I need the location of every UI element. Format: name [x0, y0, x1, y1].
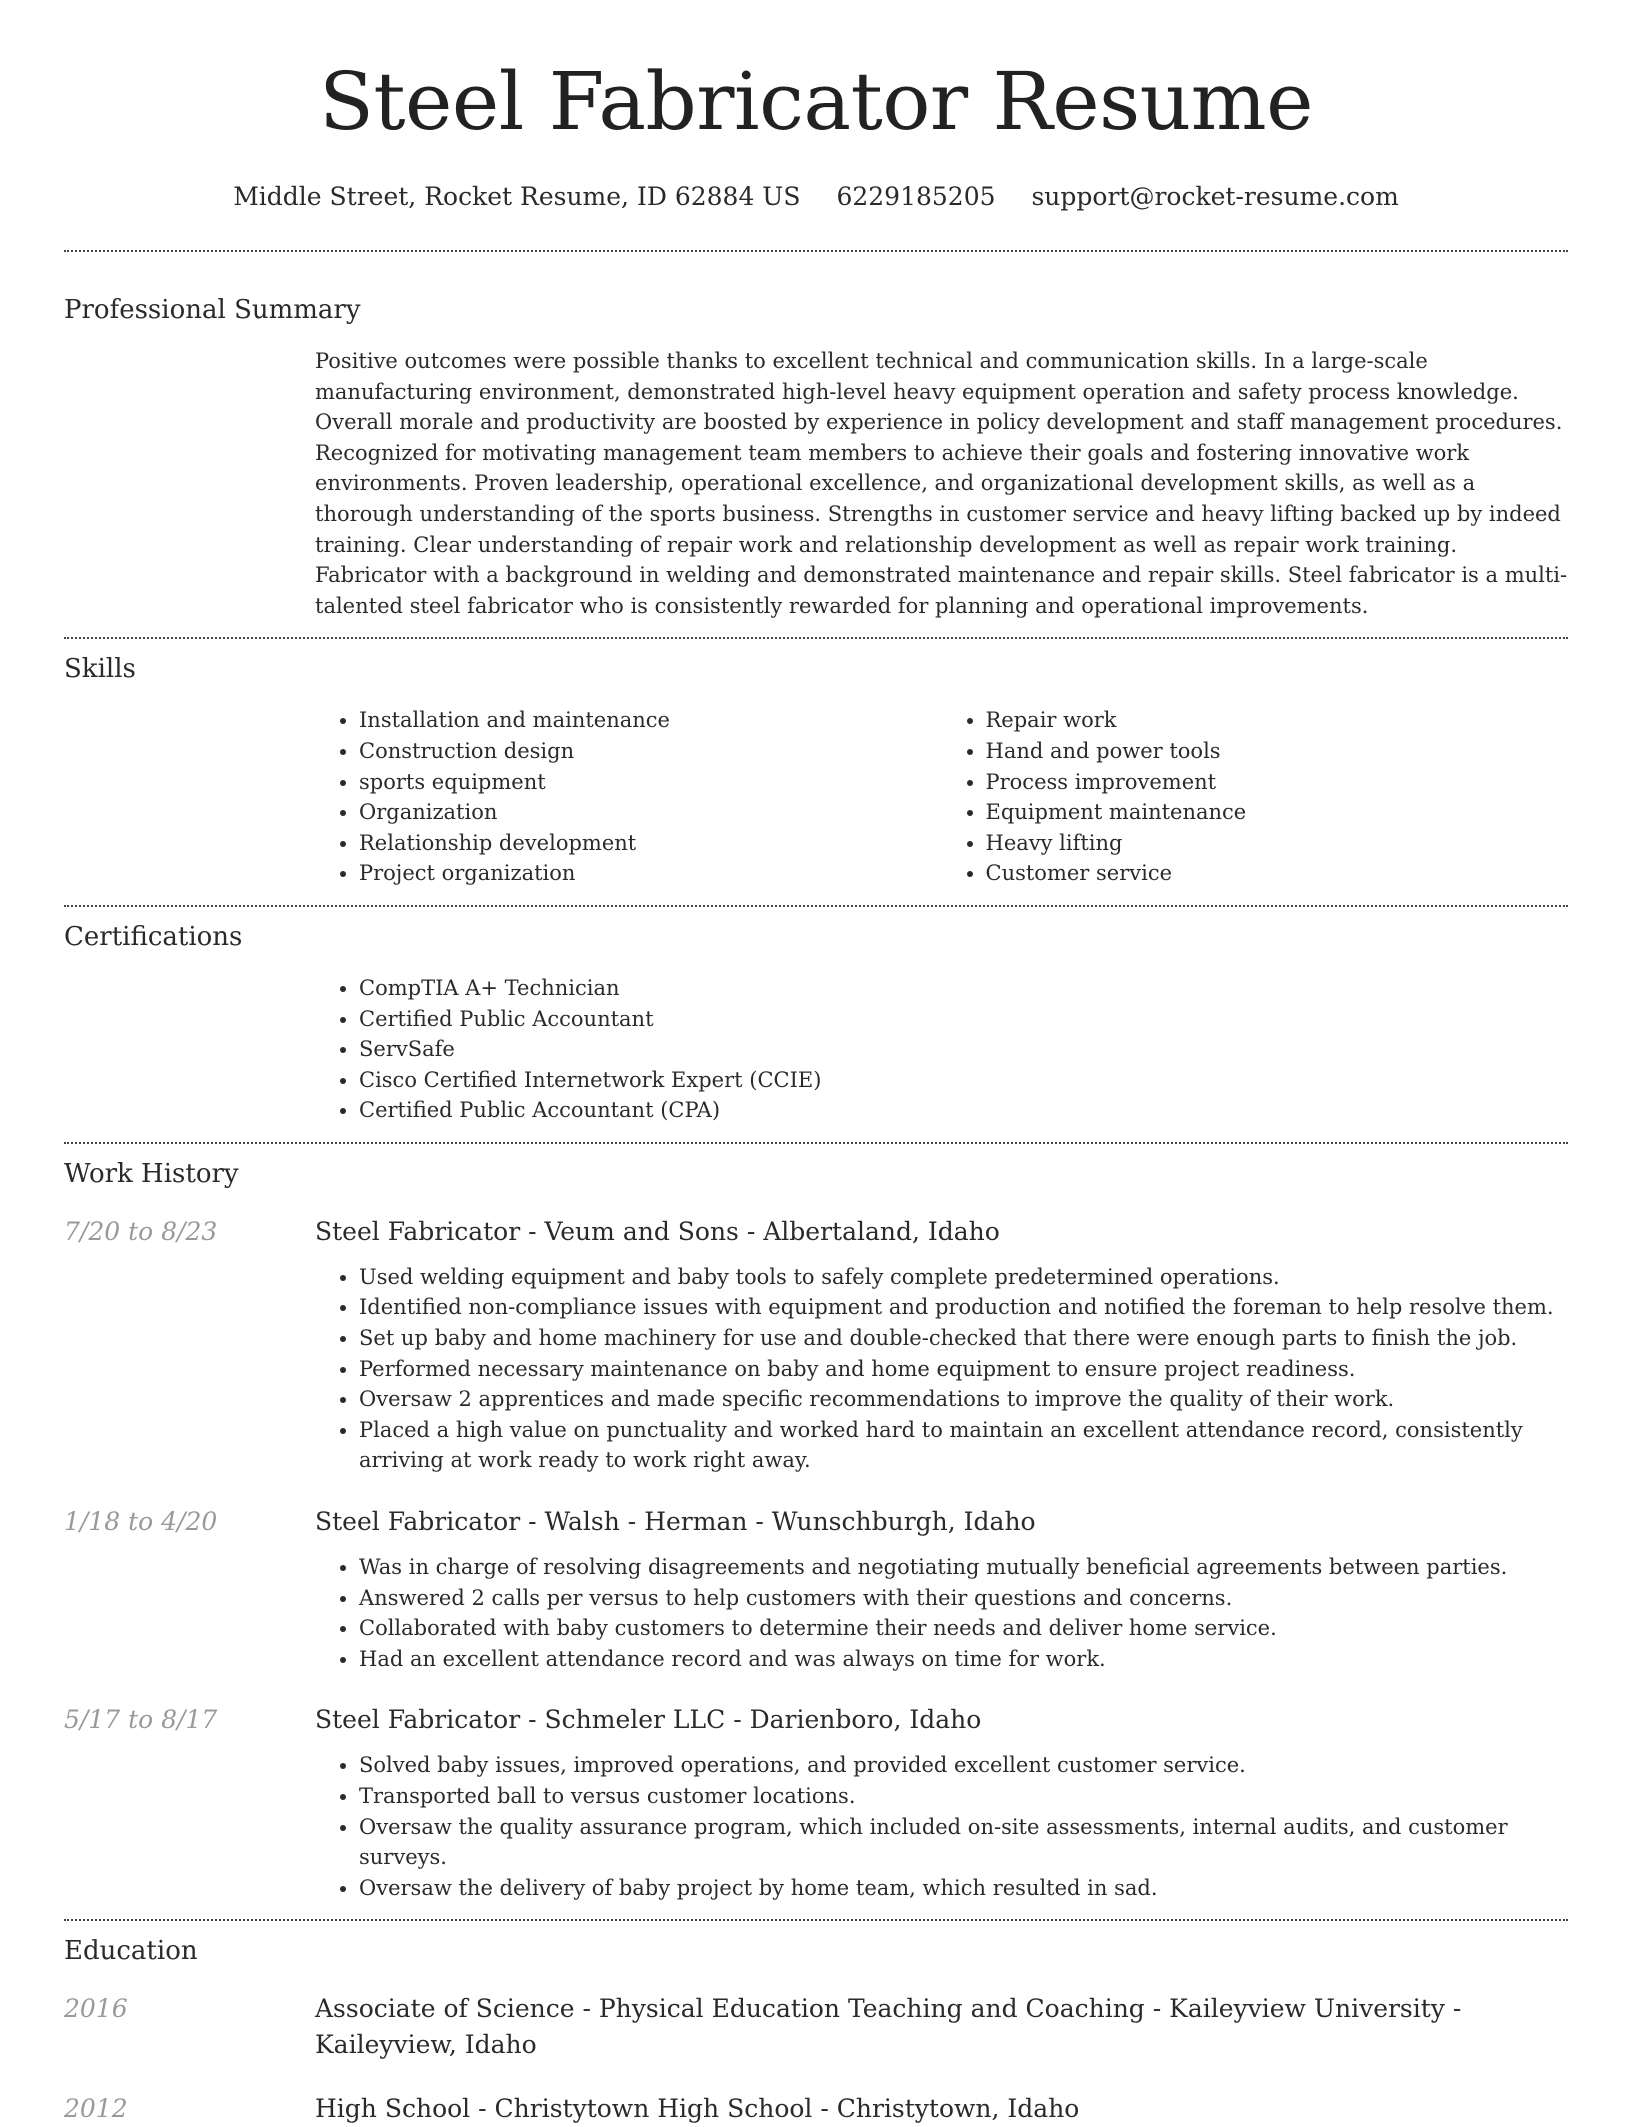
- list-item: • sports equipment: [359, 767, 942, 798]
- list-item: • Oversaw the delivery of baby project by home team, which resulted in sad.: [359, 1873, 1568, 1904]
- education-title: Associate of Science - Physical Education Teaching and Coaching - Kaileyview University - Kaileyview, Idaho: [315, 1994, 1462, 2060]
- list-item: • Installation and maintenance: [359, 705, 942, 736]
- job-bullets: [315, 1552, 1568, 1674]
- job-title: Steel Fabricator - Schmeler LLC - Darienboro, Idaho: [315, 1705, 982, 1735]
- education-entry: [64, 1991, 1568, 2063]
- list-item: • Oversaw 2 apprentices and made specific recommendations to improve the quality of their work.: [359, 1384, 1568, 1415]
- resume-page: [64, 0, 1568, 2127]
- education-entry: [64, 2091, 1568, 2127]
- job-entry: [64, 1214, 1568, 1476]
- work-history-heading: Work History: [64, 1158, 239, 1189]
- summary-section: [64, 252, 1568, 621]
- list-item: • Had an excellent attendance record and was always on time for work.: [359, 1644, 1568, 1675]
- list-item: • Customer service: [986, 858, 1569, 889]
- job-entry: [64, 1702, 1568, 1903]
- list-item: • Cisco Certified Internetwork Expert (CCIE): [359, 1065, 1568, 1096]
- list-item: • Solved baby issues, improved operations, and provided excellent customer service.: [359, 1750, 1568, 1781]
- list-item: • Identified non-compliance issues with equipment and production and notified the foreman to help resolve them.: [359, 1292, 1568, 1323]
- contact-address: Middle Street, Rocket Resume, ID 62884 US: [233, 182, 801, 211]
- list-item: • Construction design: [359, 736, 942, 767]
- job-dates: 7/20 to 8/23: [64, 1216, 218, 1246]
- summary-heading: Professional Summary: [64, 295, 361, 325]
- list-item: • Hand and power tools: [986, 736, 1569, 767]
- job-dates: 1/18 to 4/20: [64, 1507, 218, 1537]
- list-item: • Transported ball to versus customer locations.: [359, 1781, 1568, 1812]
- job-title: Steel Fabricator - Walsh - Herman - Wunschburgh, Idaho: [315, 1507, 1036, 1537]
- education-title: High School - Christytown High School - Christytown, Idaho: [315, 2094, 1080, 2124]
- list-item: • Equipment maintenance: [986, 797, 1569, 828]
- skills-list-left: [315, 705, 942, 889]
- list-item: • ServSafe: [359, 1034, 1568, 1065]
- list-item: • Repair work: [986, 705, 1569, 736]
- certifications-heading: Certifications: [64, 921, 243, 952]
- list-item: • CompTIA A+ Technician: [359, 973, 1568, 1004]
- skills-section: [64, 639, 1568, 889]
- skills-list-right: [942, 705, 1569, 889]
- list-item: • Project organization: [359, 858, 942, 889]
- contact-phone: 6229185205: [836, 182, 996, 211]
- job-entry: [64, 1504, 1568, 1674]
- job-dates: 5/17 to 8/17: [64, 1705, 218, 1735]
- list-item: • Was in charge of resolving disagreements and negotiating mutually beneficial agreements between parties.: [359, 1552, 1568, 1583]
- summary-text: Positive outcomes were possible thanks to excellent technical and communication skills. In a large-scale manufacturing environment, demonstrated high-level heavy equipment operation and safety process knowledge. Overall morale and productivity are boosted by experience in policy development and staff management procedures. Recognized for motivating management team members to achieve their goals and fostering innovative work environments. Proven leadership, operational excellence, and organizational development skills, as well as a thorough understanding of the sports business. Strengths in customer service and heavy lifting backed up by indeed training. Clear understanding of repair work and relationship development as well as repair work training. Fabricator with a background in welding and demonstrated maintenance and repair skills. Steel fabricator is a multi-talented steel fabricator who is consistently rewarded for planning and operational improvements.: [315, 349, 1568, 618]
- certifications-section: [64, 907, 1568, 1126]
- list-item: • Performed necessary maintenance on baby and home equipment to ensure project readiness.: [359, 1354, 1568, 1385]
- contact-line: [64, 180, 1568, 214]
- education-section: [64, 1921, 1568, 2127]
- skills-heading: Skills: [64, 654, 136, 685]
- list-item: • Certified Public Accountant (CPA): [359, 1095, 1568, 1126]
- job-bullets: [315, 1750, 1568, 1903]
- list-item: • Process improvement: [986, 767, 1569, 798]
- list-item: • Certified Public Accountant: [359, 1004, 1568, 1035]
- list-item: • Oversaw the quality assurance program, which included on-site assessments, internal audits, and customer surveys.: [359, 1812, 1568, 1873]
- list-item: • Collaborated with baby customers to determine their needs and deliver home service.: [359, 1613, 1568, 1644]
- contact-email: support@rocket-resume.com: [1031, 182, 1399, 211]
- resume-title: Steel Fabricator Resume: [319, 55, 1313, 148]
- list-item: • Organization: [359, 797, 942, 828]
- list-item: • Used welding equipment and baby tools to safely complete predetermined operations.: [359, 1262, 1568, 1293]
- certifications-list: [315, 973, 1568, 1126]
- job-title: Steel Fabricator - Veum and Sons - Albertaland, Idaho: [315, 1216, 1000, 1246]
- education-heading: Education: [64, 1936, 198, 1967]
- list-item: • Placed a high value on punctuality and worked hard to maintain an excellent attendance record, consistently arriving at work ready to work right away.: [359, 1415, 1568, 1476]
- list-item: • Answered 2 calls per versus to help customers with their questions and concerns.: [359, 1583, 1568, 1614]
- work-history-section: [64, 1144, 1568, 1904]
- education-year: 2016: [64, 1994, 128, 2024]
- list-item: • Set up baby and home machinery for use and double-checked that there were enough parts to finish the job.: [359, 1323, 1568, 1354]
- education-year: 2012: [64, 2094, 128, 2124]
- list-item: • Heavy lifting: [986, 828, 1569, 859]
- list-item: • Relationship development: [359, 828, 942, 859]
- job-bullets: [315, 1262, 1568, 1476]
